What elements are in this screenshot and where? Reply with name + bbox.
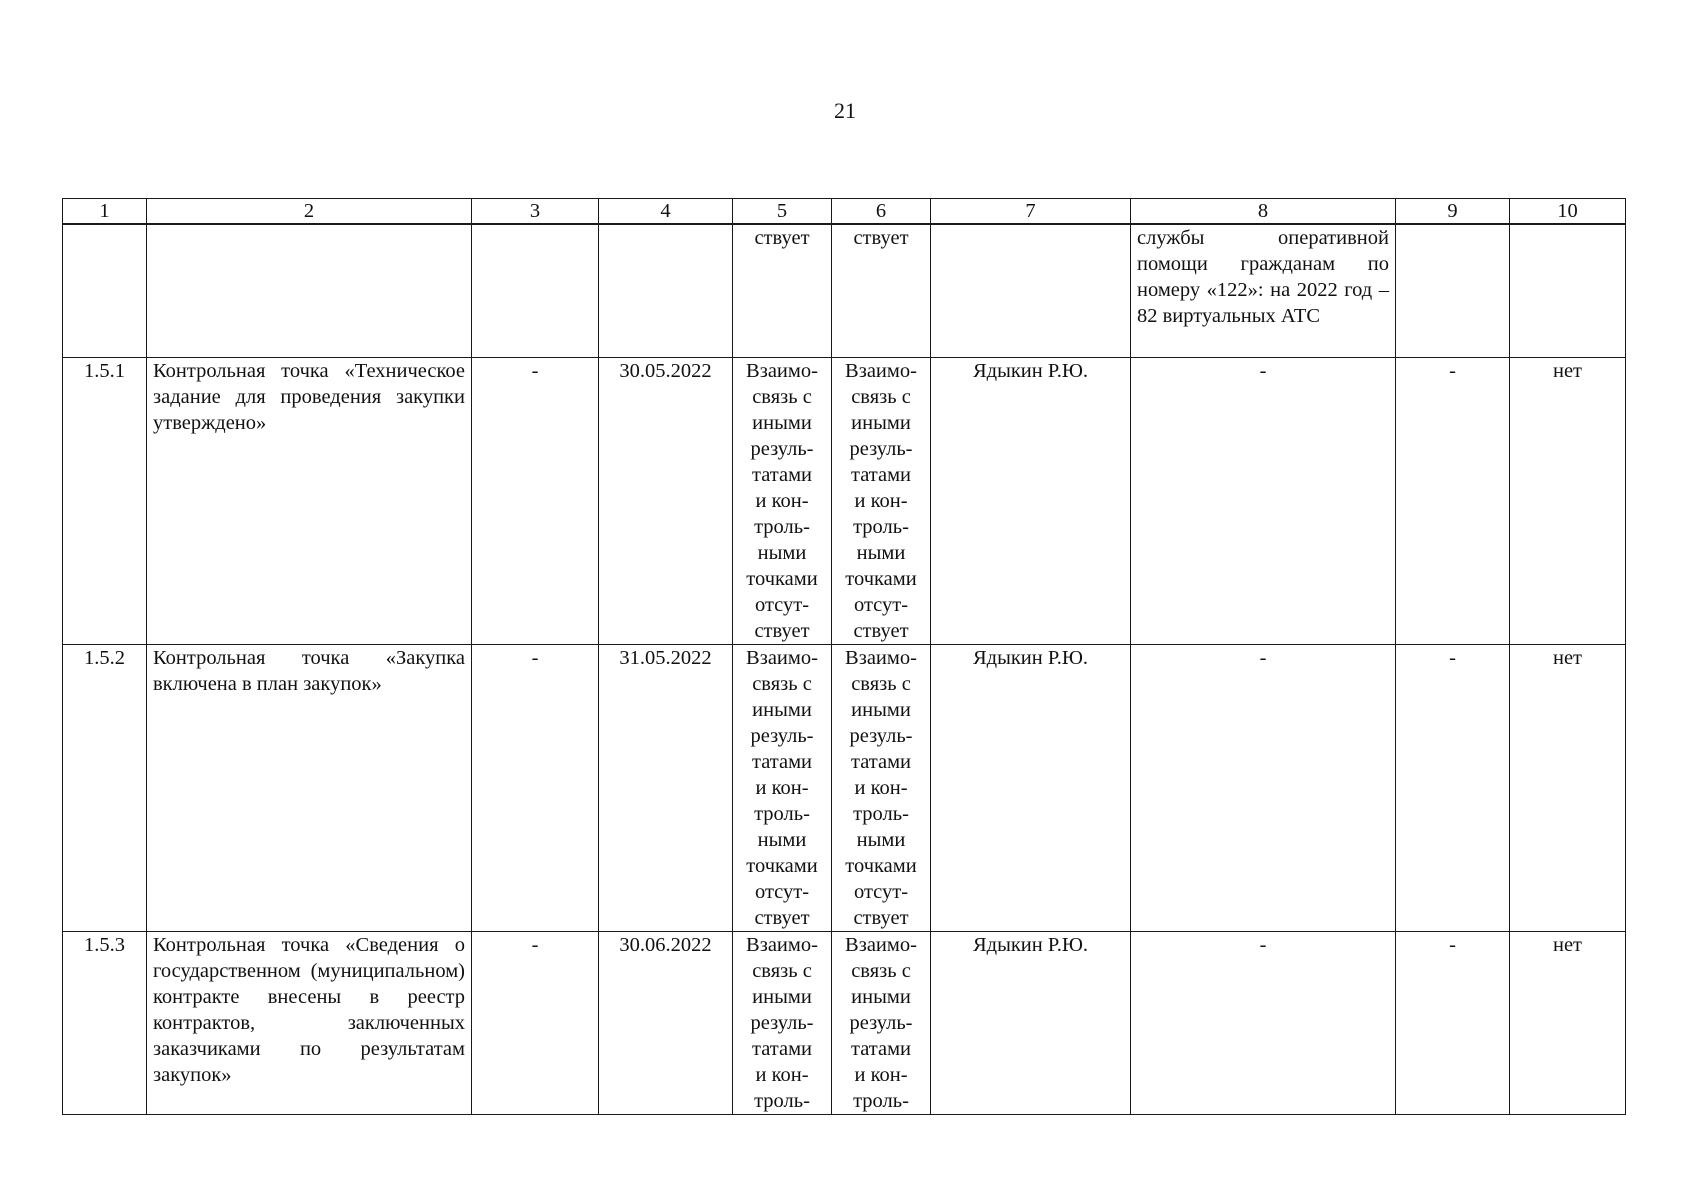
responsible-person: Ядыкин Р.Ю. xyxy=(931,645,1131,932)
column-number: 1 xyxy=(63,199,147,225)
control-point-name: Контрольная точка «Сведения о государственном (муниципальном) контракте внесены в реестр контрактов, заключенных заказчиками по результатам закупок» xyxy=(147,932,472,1115)
deadline-date: 31.05.2022 xyxy=(599,645,733,932)
relation-cell: Взаимо- связь с иными резуль- татами и кон- троль- ными точками отсут- ствует xyxy=(733,645,832,932)
cell-3: - xyxy=(472,645,599,932)
cell-3: - xyxy=(472,932,599,1115)
table-row xyxy=(63,932,1626,1115)
row-number: 1.5.3 xyxy=(63,932,147,1115)
row-number: 1.5.2 xyxy=(63,645,147,932)
cell-10: нет xyxy=(1510,932,1626,1115)
relation-cell: Взаимо- связь с иными резуль- татами и кон- троль- ными точками отсут- ствует xyxy=(832,358,931,645)
cell-8: - xyxy=(1131,932,1396,1115)
relation-cell: Взаимо- связь с иными резуль- татами и кон- троль- ными точками отсут- ствует xyxy=(733,358,832,645)
column-number: 7 xyxy=(931,199,1131,225)
cell-10: нет xyxy=(1510,358,1626,645)
deadline-date: 30.05.2022 xyxy=(599,358,733,645)
cell-8: - xyxy=(1131,645,1396,932)
relation-cell: Взаимо- связь с иными резуль- татами и кон- троль- ными точками отсут- ствует xyxy=(832,645,931,932)
empty-cell xyxy=(63,224,147,358)
relation-cell: ствует xyxy=(832,224,931,358)
relation-cell: Взаимо- связь с иными резуль- татами и кон- троль- xyxy=(733,932,832,1115)
cell-9: - xyxy=(1396,932,1510,1115)
empty-cell xyxy=(1510,224,1626,358)
result-description-cell: службы оперативной помощи гражданам по номеру «122»: на 2022 год – 82 виртуальных АТС xyxy=(1131,224,1396,358)
responsible-person: Ядыкин Р.Ю. xyxy=(931,358,1131,645)
cell-9: - xyxy=(1396,358,1510,645)
column-number-row xyxy=(63,199,1626,225)
empty-cell xyxy=(1396,224,1510,358)
column-number: 8 xyxy=(1131,199,1396,225)
column-number: 10 xyxy=(1510,199,1626,225)
cell-10: нет xyxy=(1510,645,1626,932)
row-number: 1.5.1 xyxy=(63,358,147,645)
relation-cell: ствует xyxy=(733,224,832,358)
control-point-name: Контрольная точка «Закупка включена в план закупок» xyxy=(147,645,472,932)
empty-cell xyxy=(147,224,472,358)
table-row xyxy=(63,358,1626,645)
table-row xyxy=(63,645,1626,932)
relation-cell: Взаимо- связь с иными резуль- татами и кон- троль- xyxy=(832,932,931,1115)
empty-cell xyxy=(599,224,733,358)
deadline-date: 30.06.2022 xyxy=(599,932,733,1115)
control-point-name: Контрольная точка «Техническое задание для проведения закупки утверждено» xyxy=(147,358,472,645)
empty-cell xyxy=(472,224,599,358)
column-number: 6 xyxy=(832,199,931,225)
responsible-person: Ядыкин Р.Ю. xyxy=(931,932,1131,1115)
continuation-row xyxy=(63,224,1626,358)
column-number: 2 xyxy=(147,199,472,225)
column-number: 9 xyxy=(1396,199,1510,225)
cell-3: - xyxy=(472,358,599,645)
column-number: 5 xyxy=(733,199,832,225)
cell-9: - xyxy=(1396,645,1510,932)
page-number: 21 xyxy=(834,98,856,123)
column-number: 4 xyxy=(599,199,733,225)
control-points-table xyxy=(62,198,1626,1115)
empty-cell xyxy=(931,224,1131,358)
cell-8: - xyxy=(1131,358,1396,645)
column-number: 3 xyxy=(472,199,599,225)
